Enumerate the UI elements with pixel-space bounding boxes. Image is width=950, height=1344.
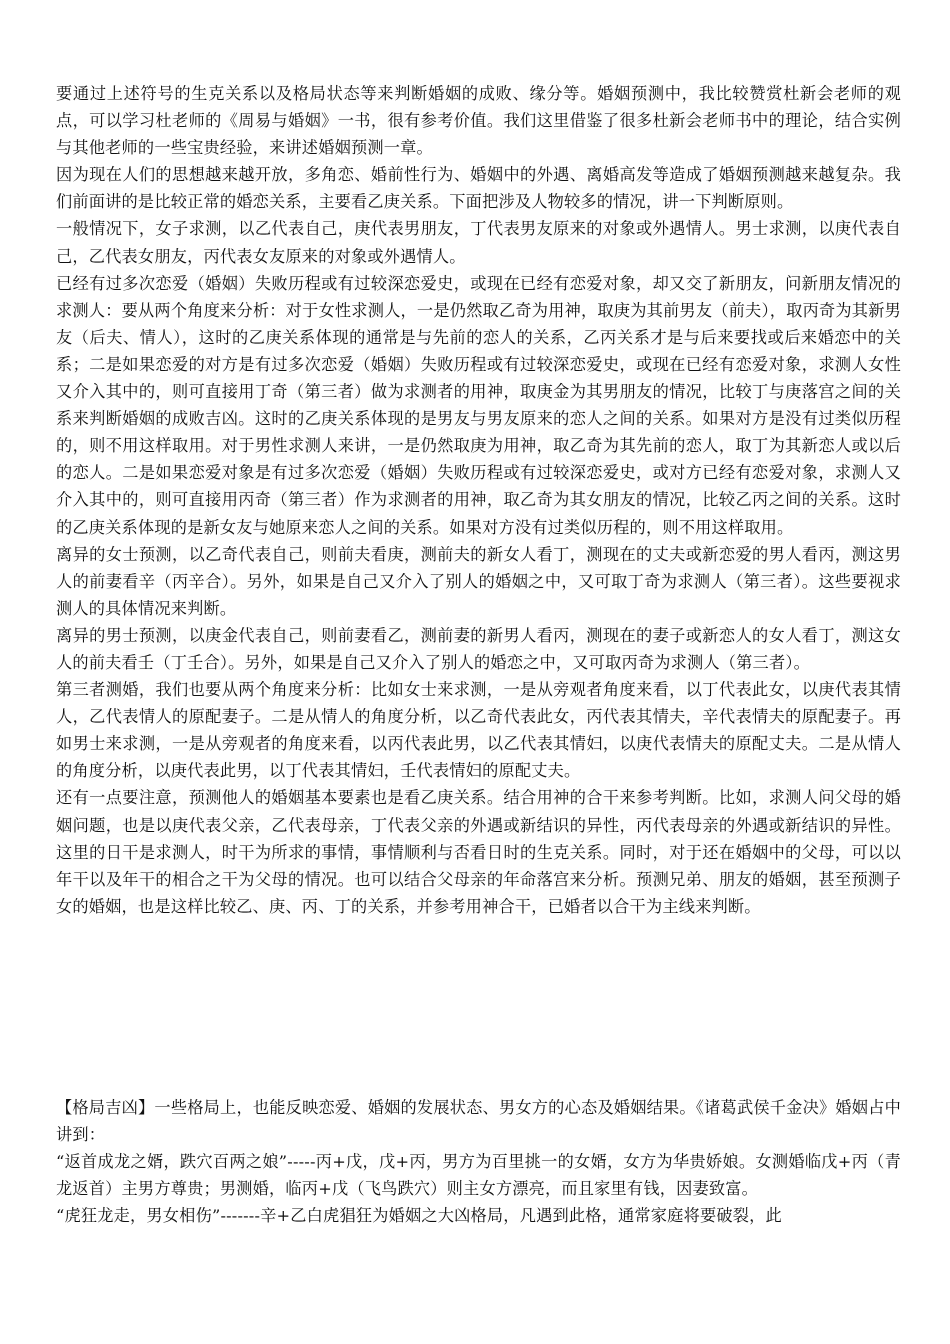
paragraph-multiple-relationships: 已经有过多次恋爱（婚姻）失败历程或有过较深恋爱史，或现在已经有恋爱对象，却又交了新朋友，问新朋友情况的求测人：要从两个角度来分析：对于女性求测人，一是仍然取乙奇为用神，取庚为其前男友（前夫），取丙奇为其新男友（后夫、情人），这时的乙庚关系体现的通常是与先前的恋人的关系，乙丙关系才是与后来要找或后来婚恋中的关系；二是如果恋爱的对方是有过多次恋爱（婚姻）失败历程或有过较深恋爱史，或现在已经有恋爱对象，求测人女性又介入其中的，则可直接用丁奇（第三者）做为求测者的用神，取庚金为其男朋友的情况，比较丁与庚落宫之间的关系来判断婚姻的成败吉凶。这时的乙庚关系体现的是男友与男友原来的恋人之间的关系。如果对方是没有过类似历程的，则不用这样取用。对于男性求测人来讲，一是仍然取庚为用神，取乙奇为其先前的恋人，取丁为其新恋人或以后的恋人。二是如果恋爱对象是有过多次恋爱（婚姻）失败历程或有过较深恋爱史，或对方已经有恋爱对象，求测人又介入其中的，则可直接用丙奇（第三者）作为求测者的用神，取乙奇为其女朋友的情况，比较乙丙之间的关系。这时的乙庚关系体现的是新女友与她原来恋人之间的关系。如果对方没有过类似历程的，则不用这样取用。: [56, 273, 901, 537]
paragraph-complexity: 因为现在人们的思想越来越开放，多角恋、婚前性行为、婚姻中的外遇、离婚高发等造成了婚姻预测越来越复杂。我们前面讲的是比较正常的婚恋关系，主要看乙庚关系。下面把涉及人物较多的情况，讲一下判断原则。: [56, 165, 901, 212]
paragraph-divorced-men: 离异的男士预测，以庚金代表自己，则前妻看乙，测前妻的新男人看丙，测现在的妻子或新恋人的女人看丁，测这女人的前夫看壬（丁壬合）。另外，如果是自己又介入了别人的婚恋之中，又可取丙奇为求测人（第三者）。: [56, 625, 901, 672]
paragraph-pattern-heading: 【格局吉凶】一些格局上，也能反映恋爱、婚姻的发展状态、男女方的心态及婚姻结果。《诸葛武侯千金决》婚姻占中讲到：: [56, 1098, 901, 1145]
paragraph-intro: 要通过上述符号的生克关系以及格局状态等来判断婚姻的成败、缘分等。婚姻预测中，我比较赞赏杜新会老师的观点，可以学习杜老师的《周易与婚姻》一书，很有参考价值。我们这里借鉴了很多杜新会老师书中的理论，结合实例与其他老师的一些宝贵经验，来讲述婚姻预测一章。: [56, 84, 901, 158]
text-section-pattern-fortune: [56, 1094, 901, 1229]
paragraph-divorced-women: 离异的女士预测，以乙奇代表自己，则前夫看庚，测前夫的新女人看丁，测现在的丈夫或新恋爱的男人看丙，测这男人的前妻看辛（丙辛合）。另外，如果是自己又介入了别人的婚姻之中，又可取丁奇为求测人（第三者）。这些要视求测人的具体情况来判断。: [56, 544, 901, 618]
paragraph-general-case: 一般情况下，女子求测，以乙代表自己，庚代表男朋友，丁代表男友原来的对象或外遇情人。男士求测，以庚代表自己，乙代表女朋友，丙代表女友原来的对象或外遇情人。: [56, 219, 901, 266]
paragraph-dragon-return: “返首成龙之婿，跌穴百两之娘”-----丙+戊，戊+丙，男方为百里挑一的女婿，女方为华贵娇娘。女测婚临戊+丙（青龙返首）主男方尊贵；男测婚，临丙+戊（飞鸟跌穴）则主女方漂亮，而且家里有钱，因妻致富。: [56, 1152, 901, 1199]
paragraph-others-marriage: 还有一点要注意，预测他人的婚姻基本要素也是看乙庚关系。结合用神的合干来参考判断。比如，求测人问父母的婚姻问题，也是以庚代表父亲，乙代表母亲，丁代表父亲的外遇或新结识的异性，丙代表母亲的外遇或新结识的异性。这里的日干是求测人，时干为所求的事情，事情顺利与否看日时的生克关系。同时，对于还在婚姻中的父母，可以以年干以及年干的相合之干为父母的情况。也可以结合父母亲的年命落宫来分析。预测兄弟、朋友的婚姻，甚至预测子女的婚姻，也是这样比较乙、庚、丙、丁的关系，并参考用神合干，已婚者以合干为主线来判断。: [56, 788, 901, 916]
paragraph-third-party: 第三者测婚，我们也要从两个角度来分析：比如女士来求测，一是从旁观者角度来看，以丁代表此女，以庚代表其情人，乙代表情人的原配妻子。二是从情人的角度分析，以乙奇代表此女，丙代表其情夫，辛代表情夫的原配妻子。再如男士来求测，一是从旁观者的角度来看，以丙代表此男，以乙代表其情妇，以庚代表情夫的原配丈夫。二是从情人的角度分析，以庚代表此男，以丁代表其情妇，壬代表情妇的原配丈夫。: [56, 680, 901, 781]
text-section-marriage-prediction: [56, 80, 901, 920]
paragraph-tiger-dragon: “虎狂龙走，男女相伤”-------辛+乙白虎猖狂为婚姻之大凶格局，凡遇到此格，通常家庭将要破裂，此: [56, 1206, 782, 1226]
